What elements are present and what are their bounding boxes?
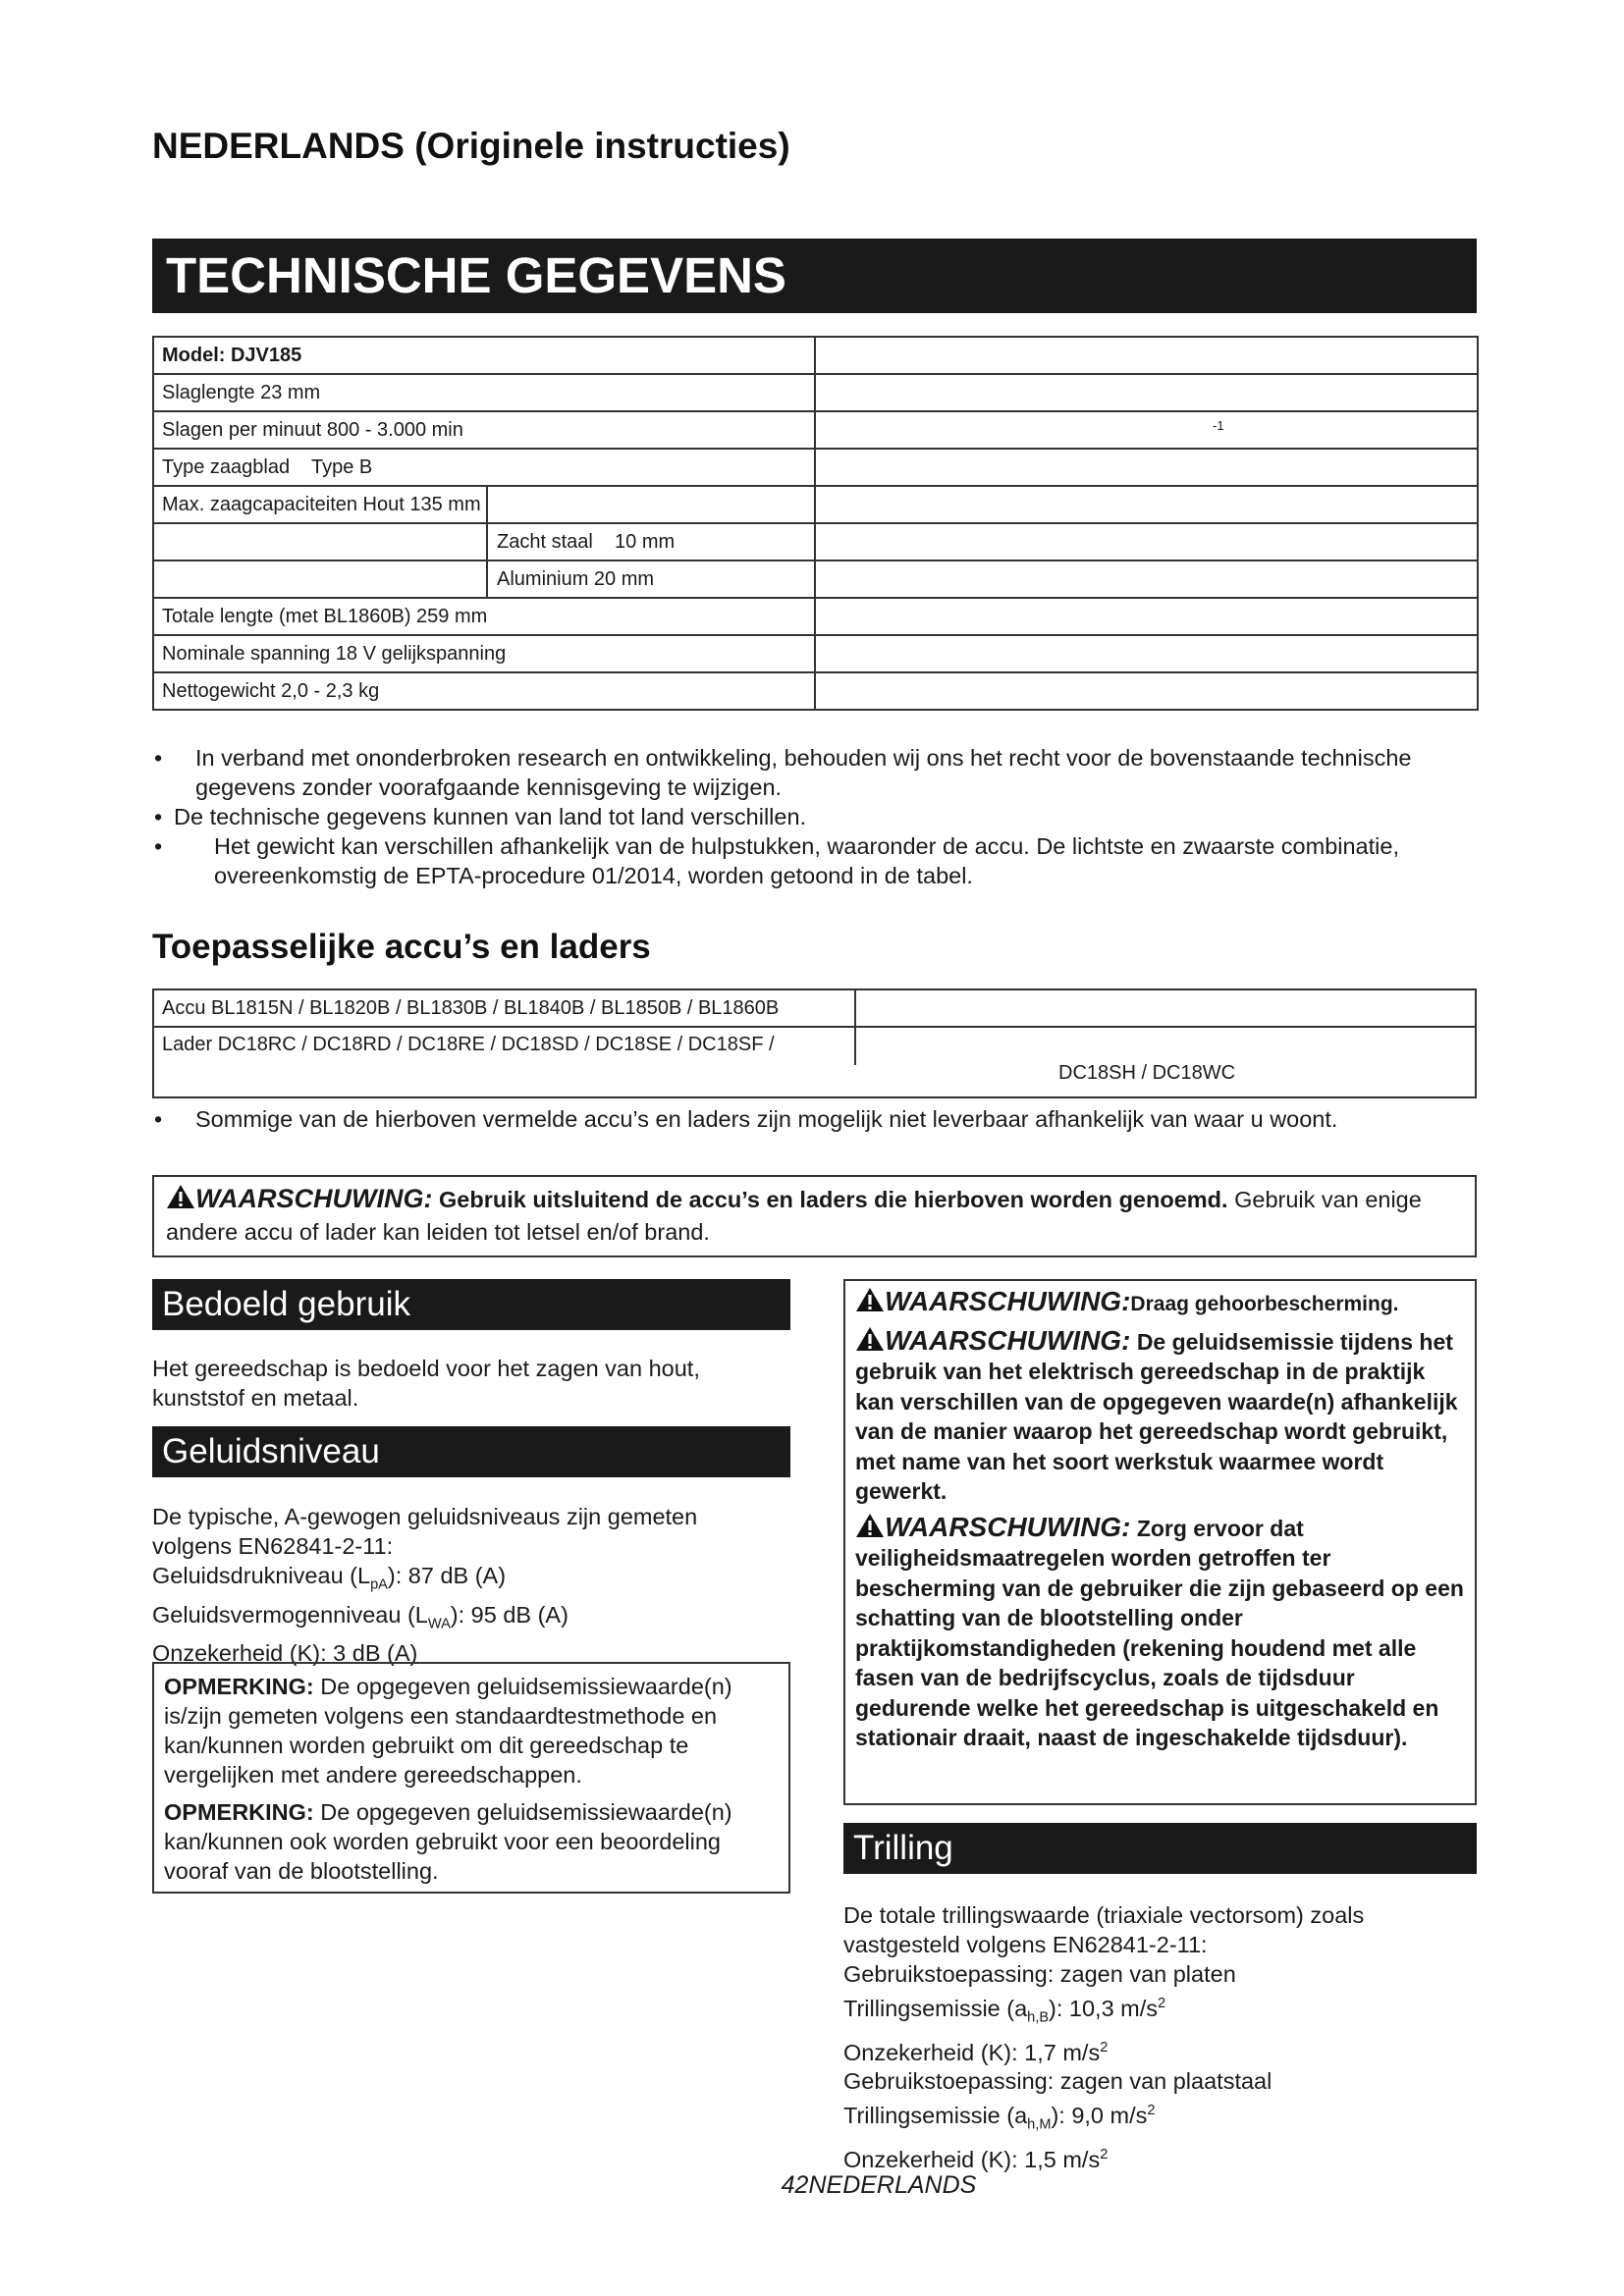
spec-strokes-per-minute: Slagen per minuut 800 - 3.000 min xyxy=(153,411,815,449)
table-row xyxy=(153,374,1478,411)
warning-icon xyxy=(855,1287,885,1312)
table-row xyxy=(153,523,1478,561)
list-item: • In verband met ononderbroken research en ontwikkeling, behouden wij ons het recht voor de bovenstaande technische gegevens zonder voorafgaande kennisgeving te wijzigen. xyxy=(154,745,1412,800)
warning-icon xyxy=(855,1326,885,1352)
warning-1: WAARSCHUWING:Draag gehoorbescherming. xyxy=(855,1287,1465,1320)
table-row xyxy=(153,635,1478,672)
table-row xyxy=(153,989,1476,1027)
list-item: • Het gewicht kan verschillen afhankelijk van de hulpstukken, waaronder de accu. De lichtste en zwaarste combinatie, overeenkomstig de EPTA-procedure 01/2014, worden getoond in de tabel. xyxy=(154,833,1399,888)
page-language: NEDERLANDS xyxy=(808,2171,977,2199)
warning-2: WAARSCHUWING: De geluidsemissie tijdens het gebruik van het elektrisch gereedschap in de praktijk kan verschillen van de opgegeven waarde(n) afhankelijk van de manier waarop het gereedschap wordt gebruikt, met name van het soort werkstuk waarmee wordt gewerkt. xyxy=(855,1324,1458,1504)
table-row xyxy=(153,486,1478,523)
spec-max-capacity-aluminium: Aluminium 20 mm xyxy=(497,568,655,590)
noise-heading: Geluidsniveau xyxy=(152,1426,790,1477)
spec-rated-voltage: Nominale spanning 18 V gelijkspanning xyxy=(153,635,815,672)
language-title: NEDERLANDS (Originele instructies) xyxy=(152,126,790,166)
table-row xyxy=(153,411,1478,449)
noise-power: Geluidsvermogenniveau $(L_{WA})$: 95 dB (A) xyxy=(152,1601,568,1632)
spec-max-capacity-steel: Zacht staal 10 mm xyxy=(497,531,676,553)
warning-label: WAARSCHUWING: xyxy=(195,1184,433,1213)
vibration-mode-2: Gebruikstoepassing: zagen van plaatstaal xyxy=(843,2068,1272,2095)
technical-data-heading: TECHNISCHE GEGEVENS xyxy=(152,239,1477,313)
intended-use-heading: Bedoeld gebruik xyxy=(152,1279,790,1330)
vibration-block xyxy=(843,1900,1472,2174)
spec-max-capacity-wood: Max. zaagcapaciteiten Hout 135 mm xyxy=(162,493,481,515)
note-2: OPMERKING: De opgegeven geluidsemissiewaarde(n) kan/kunnen ook worden gebruikt voor een beoordeling vooraf van de blootstelling. xyxy=(164,1799,732,1884)
table-row xyxy=(153,561,1478,598)
spec-notes xyxy=(152,743,1477,890)
spec-net-weight: Nettogewicht 2,0 - 2,3 kg xyxy=(153,672,815,710)
warning-icon xyxy=(166,1184,195,1209)
vibration-uncertainty-2: Onzekerheid (K): 1,5 $m/s^2$ xyxy=(843,2146,1109,2172)
battery-section-title: Toepasselijke accu’s en laders xyxy=(152,928,651,966)
table-divider xyxy=(854,1028,856,1065)
table-row xyxy=(153,337,1478,374)
noise-block xyxy=(152,1502,781,1668)
intended-use-text: Het gereedschap is bedoeld voor het zagen van hout, kunststof en metaal. xyxy=(152,1356,700,1411)
note-1: OPMERKING: De opgegeven geluidsemissiewaarde(n) is/zijn gemeten volgens een standaardtestmethode en kan/kunnen worden gebruikt om dit gereedschap te vergelijken met andere gereedschappen. xyxy=(164,1674,732,1788)
spec-table xyxy=(152,336,1479,711)
vibration-emission-2: Trillingsemissie $(a_{h,M})$: 9,0 $m/s^2$ xyxy=(843,2103,1156,2133)
table-row xyxy=(153,449,1478,486)
charger-list-cont: DC18SH / DC18WC xyxy=(1058,1062,1236,1084)
warning-icon xyxy=(855,1513,885,1538)
battery-list: Accu BL1815N / BL1820B / BL1830B / BL1840B / BL1850B / BL1860B xyxy=(162,996,780,1019)
warning-text: Gebruik van enige andere accu of lader kan leiden tot letsel en/of brand. xyxy=(166,1187,1422,1245)
vibration-mode-1: Gebruikstoepassing: zagen van platen xyxy=(843,1961,1236,1987)
list-item: • De technische gegevens kunnen van land tot land verschillen. xyxy=(154,804,807,829)
table-row xyxy=(153,598,1478,635)
spec-stroke-length: Slaglengte 23 mm xyxy=(153,374,815,411)
noise-intro: De typische, A-gewogen geluidsniveaus zijn gemeten volgens EN62841-2-11: xyxy=(152,1504,698,1559)
table-row xyxy=(153,1027,1476,1097)
table-divider xyxy=(486,524,488,560)
noise-warnings xyxy=(843,1279,1477,1805)
warning-3: WAARSCHUWING: Zorg ervoor dat veiligheidsmaatregelen worden getroffen ter bescherming van de gebruiker die zijn gebaseerd op een schatting van de blootstelling onder praktijkomstandigheden (rekening houdend met alle fasen van de bedrijfscyclus, zoals de tijdsduur gedurende welke het gereedschap is uitgeschakeld en stationair draait, naast de ingeschakelde tijdsduur). xyxy=(855,1511,1464,1750)
noise-notes xyxy=(152,1662,790,1894)
vibration-heading: Trilling xyxy=(843,1823,1477,1874)
vibration-intro: De totale trillingswaarde (triaxiale vectorsom) zoals vastgesteld volgens EN62841-2-11: xyxy=(843,1902,1365,1957)
page-number: 42 xyxy=(781,2171,809,2199)
battery-table xyxy=(152,988,1477,1098)
table-row xyxy=(153,672,1478,710)
battery-availability-note: • Sommige van de hierboven vermelde accu’s en laders zijn mogelijk niet leverbaar afhankelijk van waar u woont. xyxy=(154,1106,1338,1132)
battery-warning xyxy=(152,1175,1477,1257)
charger-list: Lader DC18RC / DC18RD / DC18RE / DC18SD / DC18SE / DC18SF / xyxy=(162,1034,775,1055)
spec-total-length: Totale lengte (met BL1860B) 259 mm xyxy=(153,598,815,635)
vibration-uncertainty-1: Onzekerheid (K): 1,7 $m/s^2$ xyxy=(843,2039,1109,2065)
spec-blade-type: Type zaagblad Type B xyxy=(153,449,815,486)
table-divider xyxy=(486,561,488,597)
table-divider xyxy=(486,487,488,522)
noise-uncertainty: Onzekerheid (K): 3 dB (A) xyxy=(152,1640,418,1667)
warning-bold-text: Gebruik uitsluitend de accu’s en laders die hierboven worden genoemd. xyxy=(439,1187,1228,1212)
vibration-emission-1: Trillingsemissie $(a_{h,B})$: 10,3 $m/s^2$ xyxy=(843,1995,1166,2026)
page-footer xyxy=(0,2171,1624,2200)
table-divider xyxy=(854,990,856,1026)
spec-model: Model: DJV185 xyxy=(153,337,815,374)
noise-pressure: Geluidsdrukniveau $(L_{pA})$: 87 dB (A) xyxy=(152,1563,507,1593)
strokes-exponent: -1 xyxy=(1213,418,1224,433)
